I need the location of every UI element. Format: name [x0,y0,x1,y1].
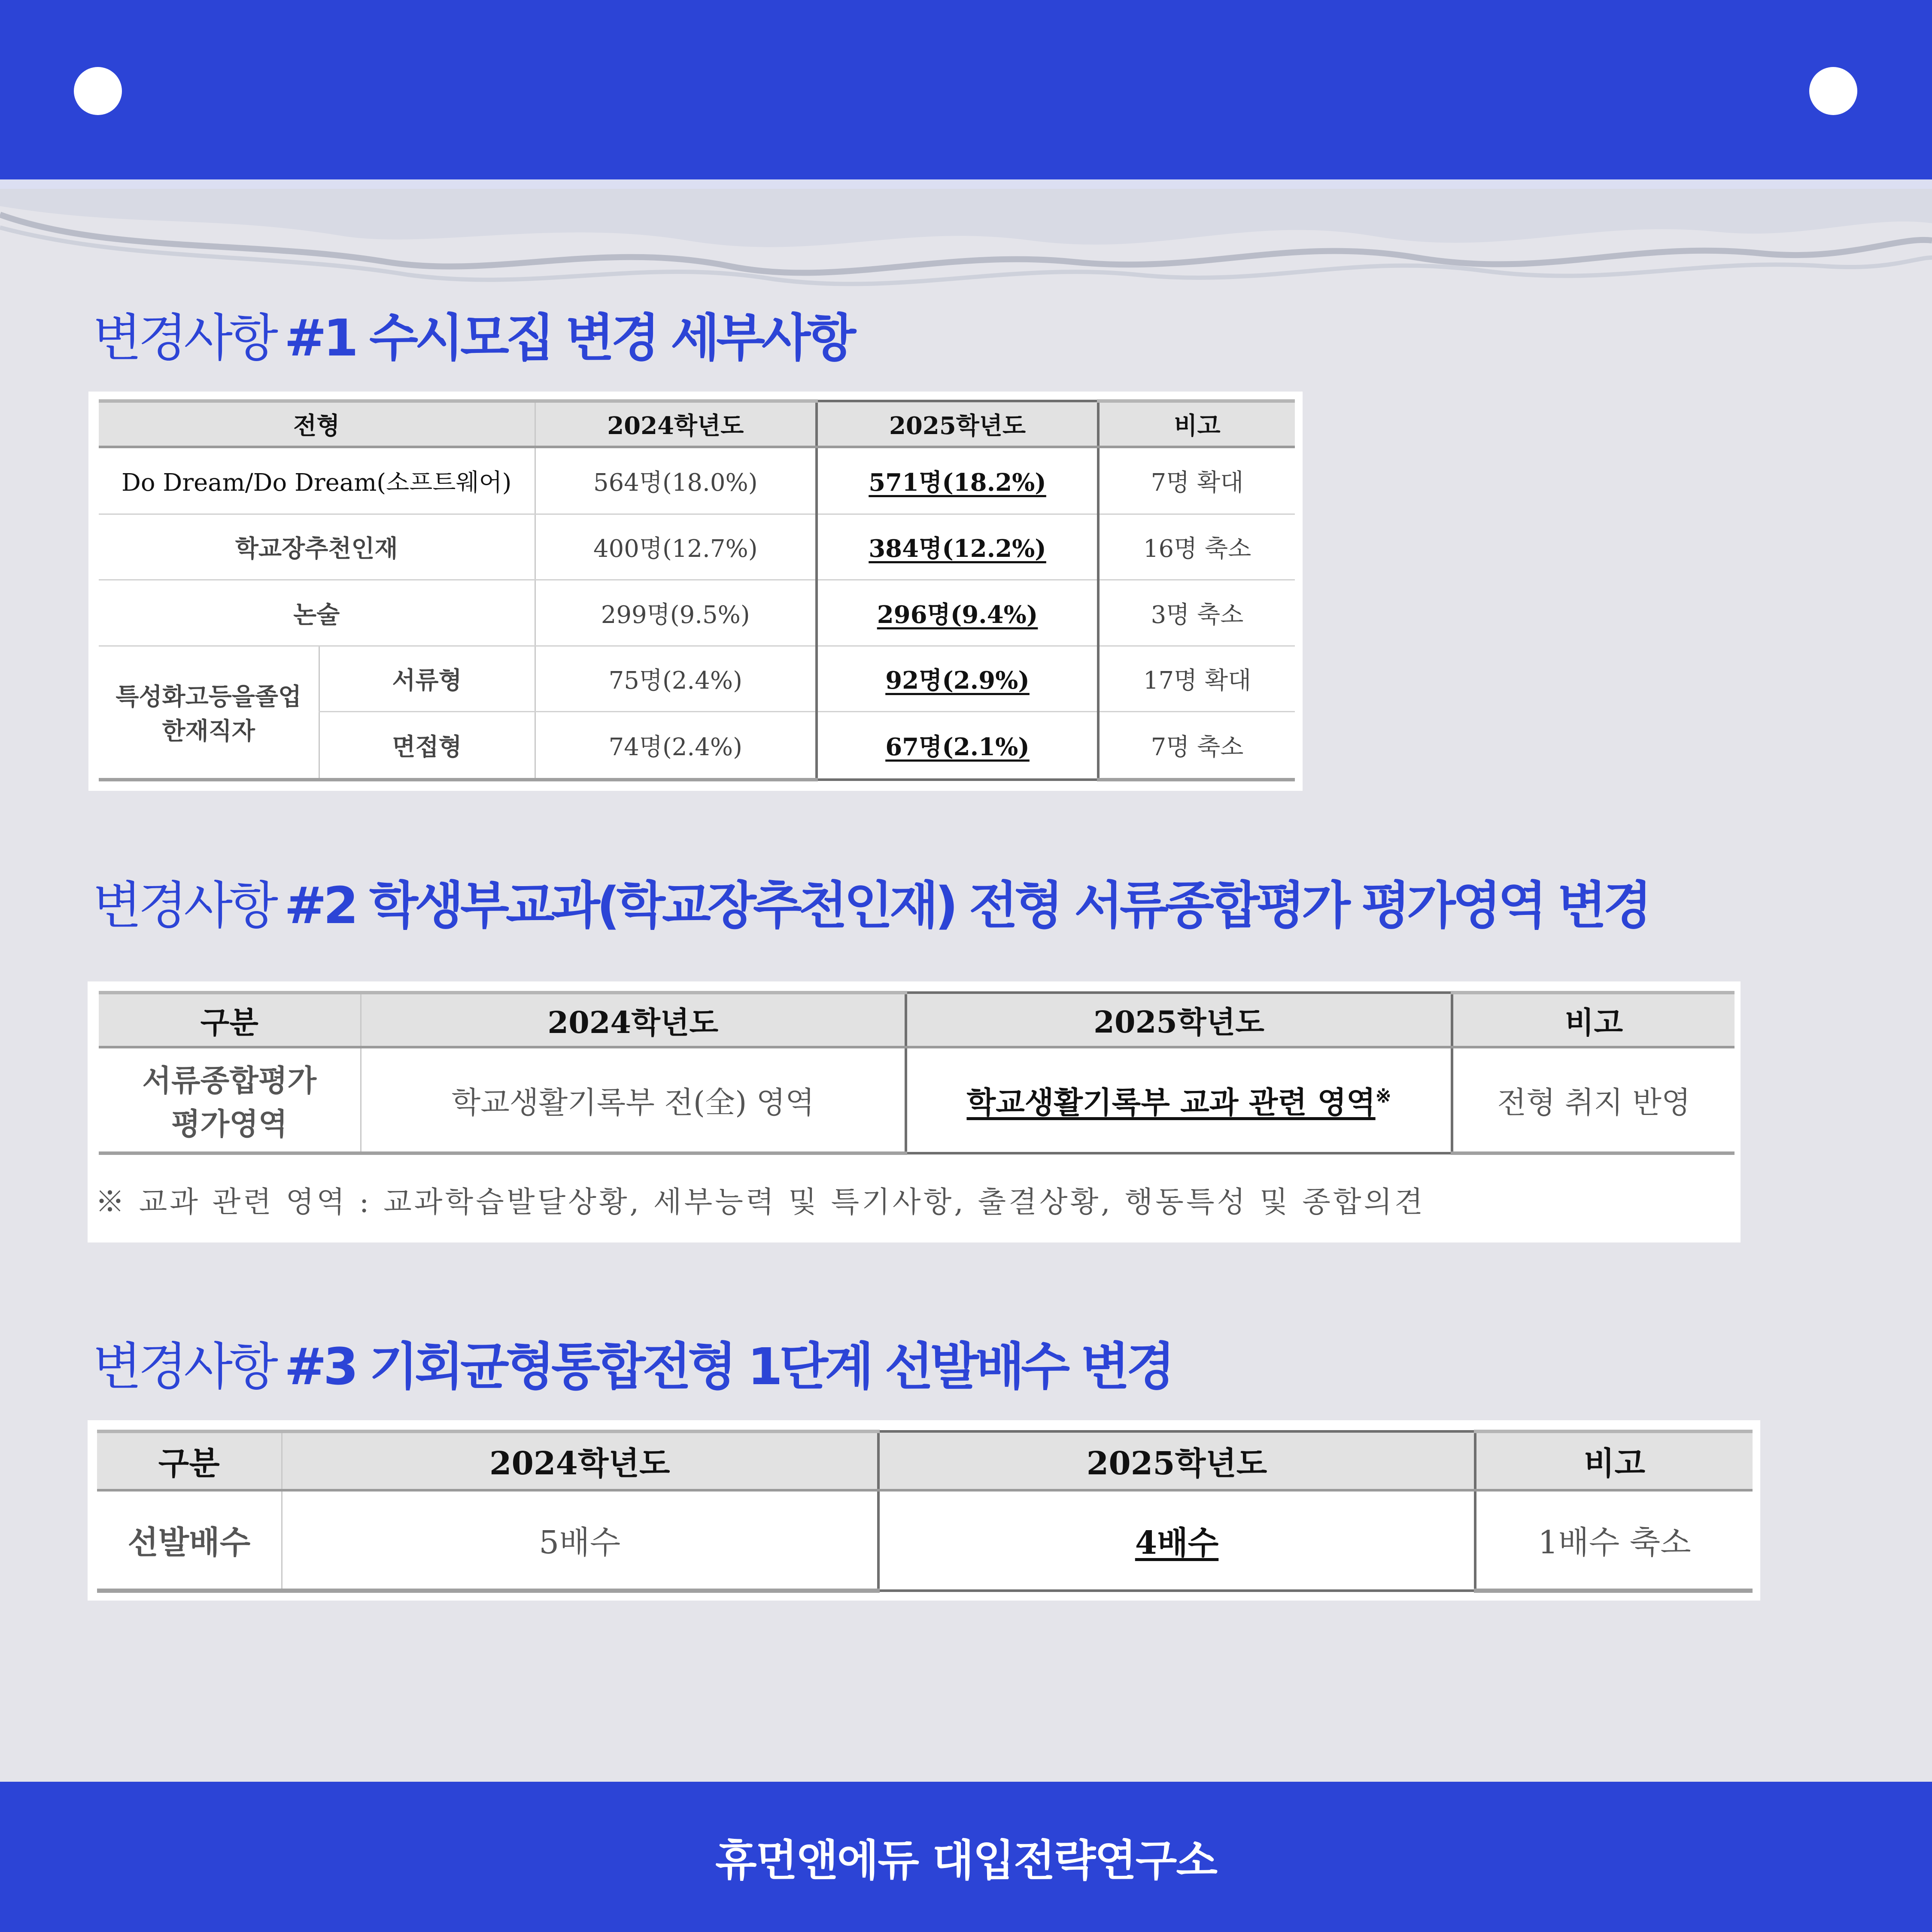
table-cell-label: 선발배수 [97,1490,282,1591]
table-row [99,447,1295,514]
table-cell-type: Do Dream/Do Dream(소프트웨어) [99,447,535,514]
table-cell-note: 7명 확대 [1098,447,1295,514]
table-cell-2025: 296명(9.4%) [877,600,1038,629]
footer-bar [0,1782,1932,1932]
table-row [99,514,1295,580]
table-cell-note: 16명 축소 [1098,514,1295,580]
table-row [97,1490,1753,1591]
table-3-header-2025: 2025학년도 [878,1431,1475,1490]
table-cell-note: 전형 취지 반영 [1452,1047,1735,1153]
table-cell-2025: 384명(12.2%) [869,535,1046,563]
heading-3-title: #3 기회균형통합전형 1단계 선발배수 변경 [284,1337,1172,1396]
footer-title: 휴먼앤에듀 대입전략연구소 [715,1835,1217,1886]
table-cell-2025: 571명(18.2%) [869,468,1046,497]
heading-1-title: #1 수시모집 변경 세부사항 [284,308,853,368]
table-1-header-2024: 2024학년도 [535,401,817,447]
table-cell-note: 1배수 축소 [1475,1490,1753,1591]
table-cell-2024: 학교생활기록부 전(全) 영역 [361,1047,906,1153]
table-2-header-category: 구분 [99,993,361,1047]
table-2 [99,991,1735,1155]
table-cell-2025: 4배수 [1135,1525,1219,1561]
table-cell-type: 학교장추천인재 [99,514,535,580]
binder-hole-right [1809,67,1857,115]
table-cell-2024: 75명(2.4%) [535,646,817,712]
table-cell-note: 7명 축소 [1098,712,1295,780]
table-cell-2024: 299명(9.5%) [535,580,817,646]
table-cell-group-label [99,646,319,780]
table-cell-subtype: 서류형 [319,646,535,712]
section-heading-2 [93,876,1649,935]
table-cell-2025: 67명(2.1%) [885,733,1030,762]
table-cell-label [99,1047,361,1153]
table-2-footnote: ※ 교과 관련 영역 : 교과학습발달상황, 세부능력 및 특기사항, 출결상황, 행동특성 및 종합의견 [95,1185,1425,1219]
table-3 [97,1430,1753,1593]
row-label-line-1: 서류종합평가 [142,1063,317,1098]
admission-quota-table [88,392,1303,791]
table-3-header-note: 비고 [1475,1431,1753,1490]
binder-hole-left [74,67,122,115]
table-1-header-note: 비고 [1098,401,1295,447]
torn-paper-decoration [0,189,1932,301]
table-2-header-note: 비고 [1452,993,1735,1047]
table-cell-2025: 92명(2.9%) [885,666,1030,695]
table-3-header-2024: 2024학년도 [282,1431,878,1490]
heading-2-lead: 변경사항 [93,876,275,935]
group-label-line-1: 특성화고등을졸업 [115,682,302,711]
table-cell-2025: 학교생활기록부 교과 관련 영역 [966,1084,1376,1120]
heading-3-lead: 변경사항 [93,1337,275,1396]
table-row [99,1047,1735,1153]
table-3-header-category: 구분 [97,1431,282,1490]
selection-multiple-table [88,1420,1760,1601]
table-cell-note: 17명 확대 [1098,646,1295,712]
table-row [99,580,1295,646]
reference-mark: ※ [1375,1085,1391,1107]
table-cell-type: 논술 [99,580,535,646]
table-1-header-2025: 2025학년도 [817,401,1098,447]
heading-2-title: #2 학생부교과(학교장추천인재) 전형 서류종합평가 평가영역 변경 [284,876,1649,935]
section-heading-1 [93,308,853,368]
table-cell-2024: 400명(12.7%) [535,514,817,580]
table-row [99,646,1295,712]
table-cell-2024: 564명(18.0%) [535,447,817,514]
table-1-header-type: 전형 [99,401,535,447]
header-bar [0,0,1932,179]
table-cell-note: 3명 축소 [1098,580,1295,646]
section-heading-3 [93,1337,1172,1396]
row-label-line-2: 평가영역 [171,1106,288,1142]
heading-1-lead: 변경사항 [93,308,275,368]
table-cell-2024: 74명(2.4%) [535,712,817,780]
table-cell-subtype: 면접형 [319,712,535,780]
table-2-header-2024: 2024학년도 [361,993,906,1047]
evaluation-area-table [88,981,1741,1242]
table-1 [99,399,1295,781]
group-label-line-2: 한재직자 [162,717,255,745]
table-cell-2024: 5배수 [282,1490,878,1591]
table-2-header-2025: 2025학년도 [906,993,1452,1047]
